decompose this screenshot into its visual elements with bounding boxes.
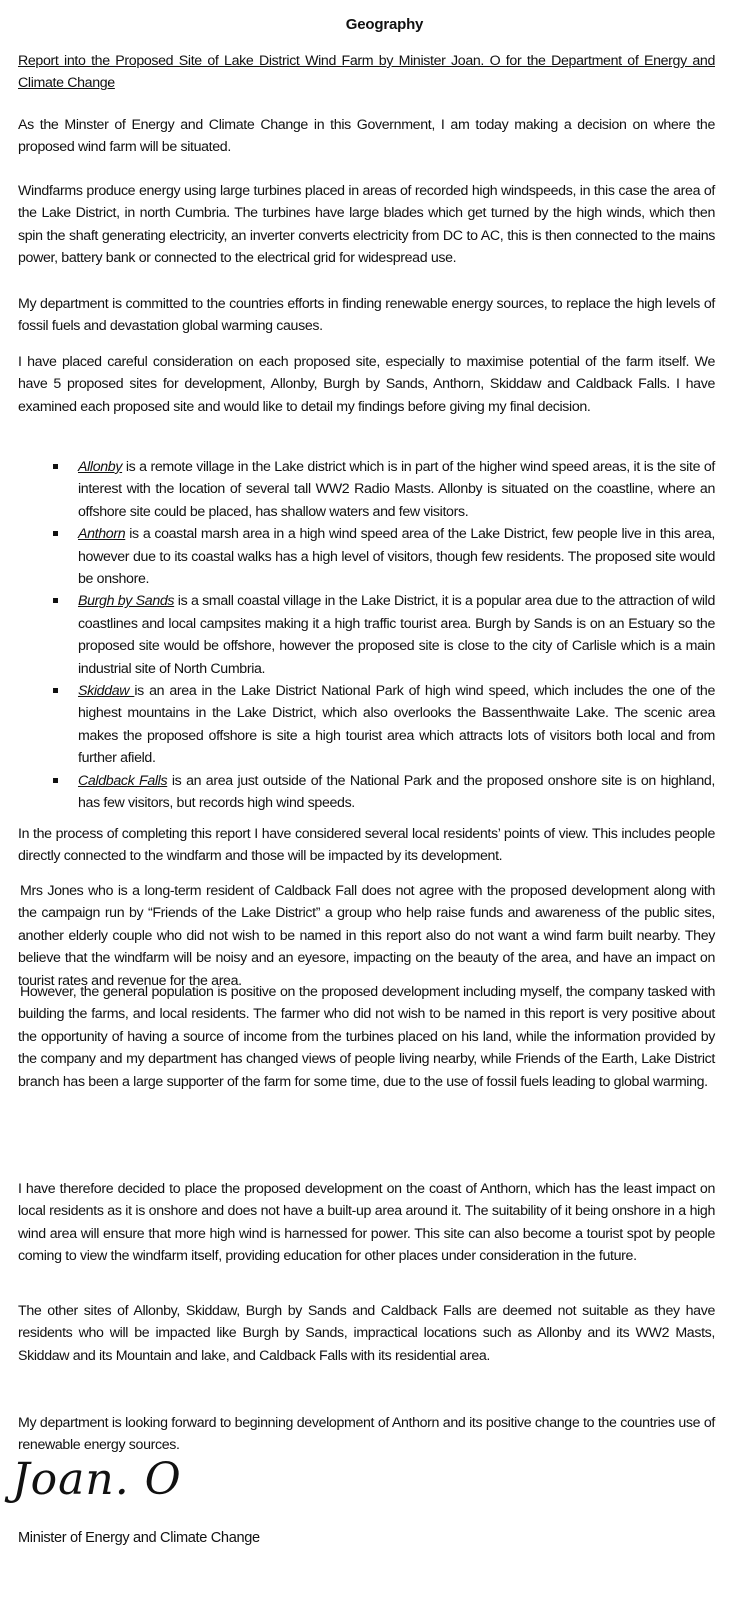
site-description: is an area just outside of the National Park and the proposed onshore site is on highland, has few visitors, but records high wind speeds. bbox=[78, 772, 715, 812]
paragraph-support: However, the general population is positive on the proposed development including myself, the company tasked with building the farms, and local residents. The farmer who did not wish to be named in this report is very positive about the opportunity of having a source of income from the turbines placed on his land, while the information provided by the company and my department has changed views of people living nearby, while Friends of the Earth, Lake District branch has been a large supporter of the farm for some time, due to the use of fossil fuels leading to global warming. bbox=[18, 984, 715, 1090]
site-description: is a remote village in the Lake district which is in part of the higher wind speed areas, it is the site of interest with the location of several tall WW2 Radio Masts. Allonby is situated on the coastline, where an offshore site could be placed, has shallow waters and few visitors. bbox=[78, 459, 715, 520]
site-description: is a small coastal village in the Lake District, it is a popular area due to the attraction of wild coastlines and local campsites making it a high traffic tourist area. Burgh by Sands is on an Estuary so the proposed site would be offshore, however the proposed site is close to the city of Carlisle which is a main industrial site of North Cumbria. bbox=[78, 593, 715, 677]
bullet-icon bbox=[53, 778, 58, 783]
bullet-icon bbox=[53, 531, 58, 536]
sites-list bbox=[18, 456, 715, 815]
site-description: is an area in the Lake District National Park of high wind speed, which includes the one of the highest mountains in the Lake District, which also overlooks the Bassenthwaite Lake. The scenic area makes the proposed offshore is site a high tourist area which attracts lots of visitors both local and from further afield. bbox=[78, 683, 715, 767]
site-description: is a coastal marsh area in a high wind speed area of the Lake District, few people live in this area, however due to its coastal walks has a high level of visitors, though few residents. The proposed site would be onshore. bbox=[78, 526, 715, 588]
paragraph-commitment: My department is committed to the countries efforts in finding renewable energy sources, to replace the high levels of fossil fuels and devastation global warming causes. bbox=[18, 296, 715, 335]
site-name: Skiddaw bbox=[78, 683, 135, 700]
site-name: Burgh by Sands bbox=[78, 593, 175, 610]
paragraph-consideration: I have placed careful consideration on each proposed site, especially to maximise potential of the farm itself. We have 5 proposed sites for development, Allonby, Burgh by Sands, Anthorn, Skiddaw and Caldback Falls. I have examined each proposed site and would like to detail my findings before giving my final decision. bbox=[18, 354, 715, 415]
signature: Joan. O bbox=[12, 1454, 182, 1505]
paragraph-windfarms: Windfarms produce energy using large turbines placed in areas of recorded high windspeeds, in this case the area of the Lake District, in north Cumbria. The turbines have large blades which get turned by the high winds, which then spin the shaft generating electricity, an inverter converts electricity from DC to AC, this is then connected to the mains power, battery bank or connected to the electrical grid for widespread use. bbox=[18, 183, 715, 267]
site-list-item bbox=[18, 590, 715, 680]
paragraph-closing: My department is looking forward to beginning development of Anthorn and its positive change to the countries use of renewable energy sources. bbox=[18, 1415, 715, 1454]
site-name: Anthorn bbox=[78, 526, 126, 543]
site-list-item bbox=[18, 456, 715, 523]
document-title: Geography bbox=[345, 16, 424, 33]
site-name: Allonby bbox=[78, 459, 123, 475]
site-name: Caldback Falls bbox=[78, 772, 168, 789]
paragraph-opposition: Mrs Jones who is a long-term resident of Caldback Fall does not agree with the proposed development along with the campaign run by “Friends of the Lake District” a group who help raise funds and awareness of the public sites, another elderly couple who did not wish to be named in this report also do not want a wind farm built nearby. They believe that the windfarm will be noisy and an eyesore, impacting on the beauty of the area, and have an impact on tourist rates and revenue for the area. bbox=[18, 883, 715, 989]
paragraph-rejected: The other sites of Allonby, Skiddaw, Burgh by Sands and Caldback Falls are deemed not suitable as they have residents who will be impacted like Burgh by Sands, impractical locations such as Allonby and its WW2 Masts, Skiddaw and its Mountain and lake, and Caldback Falls with its residential area. bbox=[18, 1303, 715, 1364]
site-list-item bbox=[18, 770, 715, 815]
site-list-item bbox=[18, 523, 715, 590]
bullet-icon bbox=[53, 688, 58, 693]
site-list-item bbox=[18, 680, 715, 770]
paragraph-intro: As the Minster of Energy and Climate Change in this Government, I am today making a decision on where the proposed wind farm will be situated. bbox=[18, 117, 715, 156]
paragraph-decision: I have therefore decided to place the proposed development on the coast of Anthorn, which has the least impact on local residents as it is onshore and does not have a built-up area around it. The suitability of it being onshore in a high wind area will ensure that more high wind is harnessed for power. This site can also become a tourist spot by people coming to view the windfarm itself, providing education for other places under consideration in the future. bbox=[18, 1181, 715, 1265]
bullet-icon bbox=[53, 464, 58, 469]
paragraph-residents: In the process of completing this report I have considered several local residents’ points of view. This includes people directly connected to the windfarm and those will be impacted by its development. bbox=[18, 826, 715, 865]
bullet-icon bbox=[53, 598, 58, 603]
report-subtitle: Report into the Proposed Site of Lake District Wind Farm by Minister Joan. O for the Department of Energy and Climate Change bbox=[18, 53, 715, 92]
signatory-title: Minister of Energy and Climate Change bbox=[18, 1530, 260, 1546]
